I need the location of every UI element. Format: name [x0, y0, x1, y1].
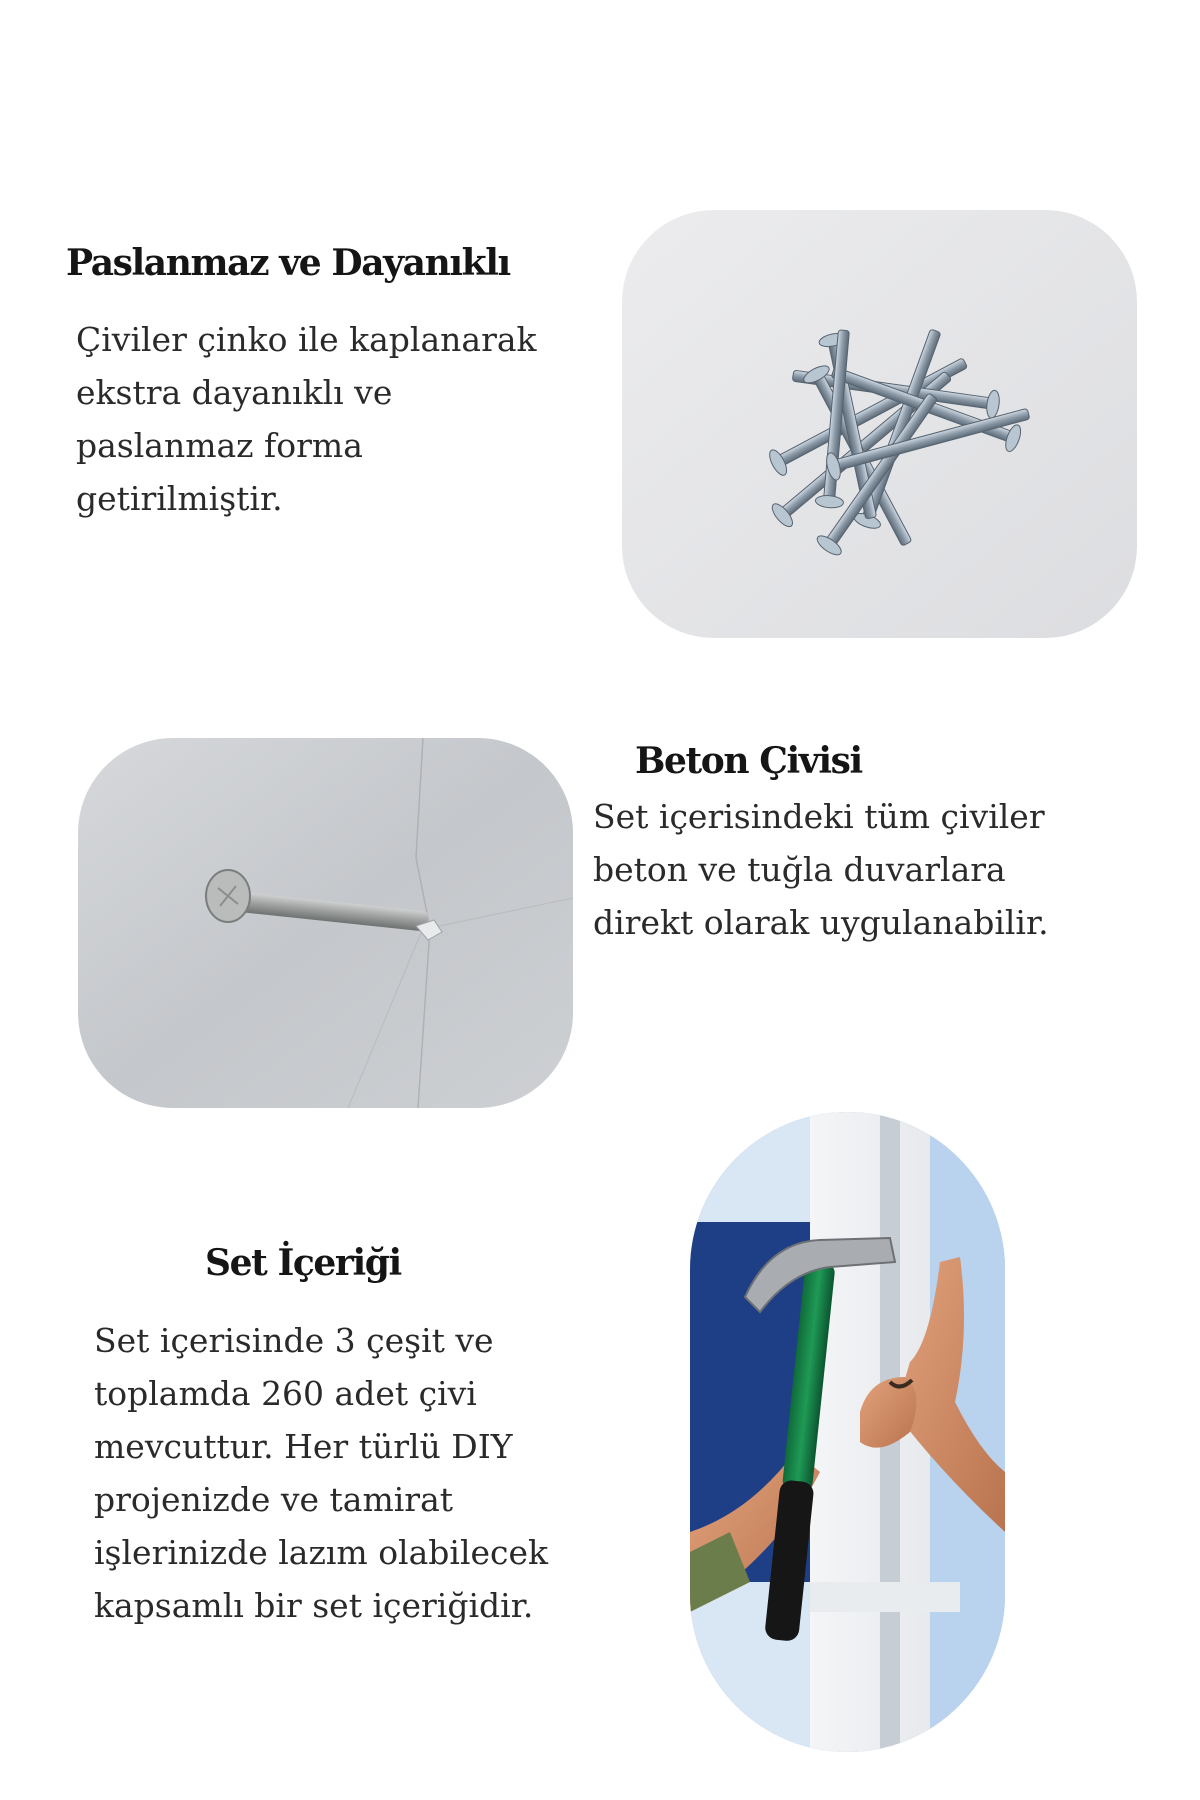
text-line: mevcuttur. Her türlü DIY: [94, 1427, 513, 1466]
text-line: Set içerisinde 3 çeşit ve: [94, 1321, 494, 1360]
text-line: direkt olarak uygulanabilir.: [593, 903, 1049, 942]
section-title-concrete: Beton Çivisi: [635, 740, 862, 782]
section-text-set-contents: [94, 1314, 548, 1632]
text-line: Çiviler çinko ile kaplanarak: [76, 320, 537, 359]
text-line: getirilmiştir.: [76, 479, 283, 518]
zinc-nails-pile-photo: [622, 210, 1137, 638]
section-text-stainless: [76, 313, 537, 525]
section-title-stainless: Paslanmaz ve Dayanıklı: [66, 242, 510, 284]
text-line: paslanmaz forma: [76, 426, 363, 465]
text-line: işlerinizde lazım olabilecek: [94, 1533, 549, 1572]
section-title-set-contents: Set İçeriği: [205, 1242, 401, 1284]
text-line: kapsamlı bir set içeriğidir.: [94, 1586, 534, 1625]
text-line: Set içerisindeki tüm çiviler: [593, 797, 1045, 836]
text-line: beton ve tuğla duvarlara: [593, 850, 1006, 889]
section-text-concrete: [593, 790, 1049, 949]
nail-in-concrete-wall-photo: [78, 738, 573, 1108]
text-line: projenizde ve tamirat: [94, 1480, 454, 1519]
text-line: ekstra dayanıklı ve: [76, 373, 393, 412]
text-line: toplamda 260 adet çivi: [94, 1374, 477, 1413]
hammering-window-frame-photo: [690, 1112, 1005, 1752]
